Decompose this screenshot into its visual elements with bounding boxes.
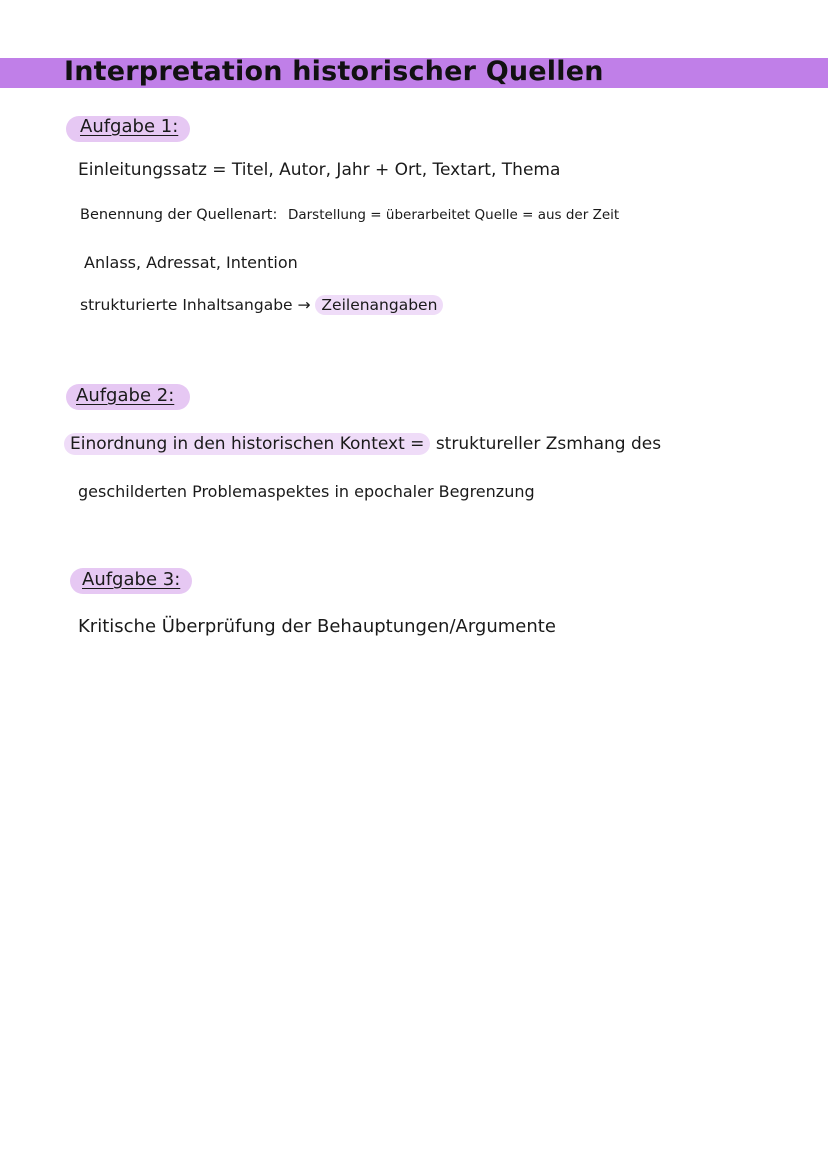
summary-highlight: Zeilenangaben: [315, 295, 443, 315]
intro-sentence-line: Einleitungssatz = Titel, Autor, Jahr + Ort, Textart, Thema: [78, 160, 561, 180]
source-type-line: [80, 207, 619, 223]
heading-aufgabe-2: Aufgabe 2:: [76, 385, 175, 406]
critique-line: Kritische Überprüfung der Behauptungen/Argumente: [78, 616, 556, 637]
source-type-label: Benennung der Quellenart:: [80, 207, 278, 223]
source-type-detail: Darstellung = überarbeitet Quelle = aus der Zeit: [287, 207, 620, 223]
occasion-line: Anlass, Adressat, Intention: [84, 253, 298, 272]
heading-aufgabe-3: Aufgabe 3:: [82, 569, 181, 590]
context-highlight: Einordnung in den historischen Kontext =: [64, 433, 430, 455]
page-title: Interpretation historischer Quellen: [64, 56, 604, 87]
summary-text: strukturierte Inhaltsangabe →: [80, 296, 311, 314]
context-continued-line: geschilderten Problemaspektes in epochaler Begrenzung: [78, 482, 535, 501]
heading-aufgabe-1: Aufgabe 1:: [80, 116, 179, 137]
context-text: struktureller Zsmhang des: [435, 434, 662, 454]
summary-line: [80, 296, 443, 314]
context-line: [64, 434, 661, 454]
